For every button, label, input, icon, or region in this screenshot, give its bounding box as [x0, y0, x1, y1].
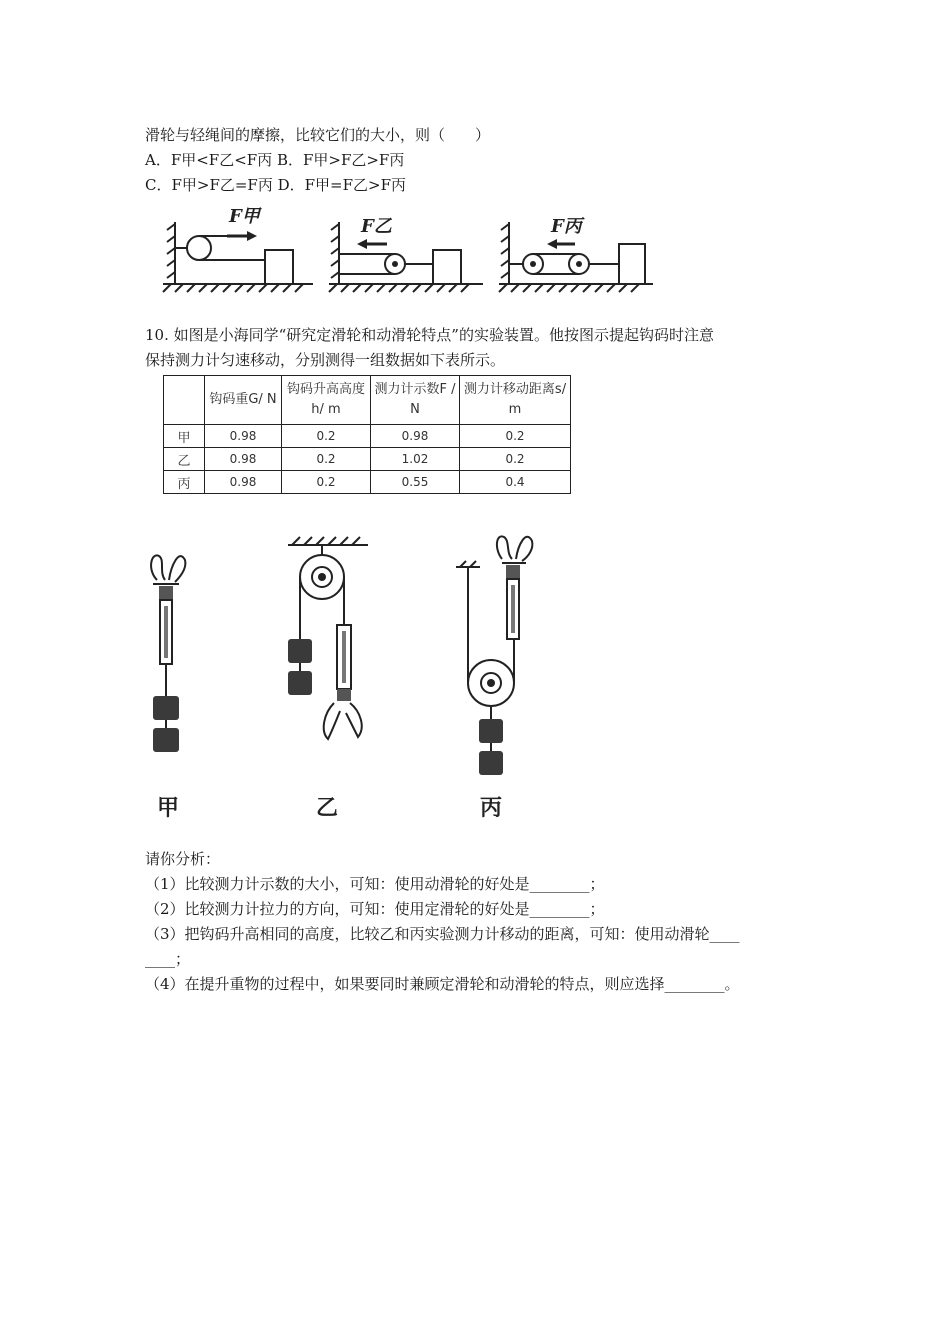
- q10-figure-jia: [135, 530, 205, 830]
- analysis-item-2: （2）比较测力计拉力的方向，可知：使用定滑轮的好处是________；: [145, 900, 605, 918]
- q9-stem-end: 滑轮与轻绳间的摩擦，比较它们的大小，则（ ）: [145, 126, 491, 144]
- f-yi-label: F乙: [361, 216, 392, 237]
- q10-figure-yi: [280, 535, 380, 830]
- q10-figure-bing: [450, 525, 560, 830]
- cell-height: 0.2: [282, 448, 371, 471]
- f-bing-label: F丙: [551, 216, 582, 237]
- cell-weight: 0.98: [205, 448, 282, 471]
- analysis-item-4: （4）在提升重物的过程中，如果要同时兼顾定滑轮和动滑轮的特点，则应选择________。: [145, 975, 740, 993]
- table-header-height: 钩码升高高度h/ m: [282, 376, 371, 425]
- cell-height: 0.2: [282, 471, 371, 494]
- q10-data-table: [163, 375, 571, 494]
- cell-force: 1.02: [371, 448, 460, 471]
- table-row: [164, 425, 571, 448]
- cell-height: 0.2: [282, 425, 371, 448]
- cell-weight: 0.98: [205, 471, 282, 494]
- cell-distance: 0.2: [460, 448, 571, 471]
- table-header-blank: [164, 376, 205, 425]
- analysis-title: 请你分析：: [145, 850, 221, 868]
- f-jia-label: F甲: [229, 206, 260, 227]
- cell-distance: 0.4: [460, 471, 571, 494]
- analysis-item-3-line2: ____；: [145, 950, 191, 968]
- cell-distance: 0.2: [460, 425, 571, 448]
- table-header-row: [164, 376, 571, 425]
- table-header-distance: 测力计移动距离s/ m: [460, 376, 571, 425]
- cell-weight: 0.98: [205, 425, 282, 448]
- row-label: 丙: [164, 471, 205, 494]
- fig-label-bing: 丙: [480, 796, 503, 821]
- row-label: 乙: [164, 448, 205, 471]
- q9-options-ab: A．F甲<F乙<F丙 B．F甲>F乙>F丙: [145, 151, 405, 169]
- q9-figure-yi: [325, 200, 485, 296]
- fig-label-jia: 甲: [157, 796, 180, 821]
- q9-figure-jia: [155, 200, 315, 296]
- table-header-weight: 钩码重G/ N: [205, 376, 282, 425]
- table-header-force: 测力计示数F / N: [371, 376, 460, 425]
- fig-label-yi: 乙: [316, 796, 339, 821]
- q9-options-cd: C．F甲>F乙=F丙 D．F甲=F乙>F丙: [145, 176, 406, 194]
- row-label: 甲: [164, 425, 205, 448]
- q10-intro-line2: 保持测力计匀速移动，分别测得一组数据如下表所示。: [145, 351, 506, 369]
- table-row: [164, 471, 571, 494]
- q10-intro-line1: 10. 如图是小海同学“研究定滑轮和动滑轮特点”的实验装置。他按图示提起钩码时注意: [145, 326, 714, 344]
- table-row: [164, 448, 571, 471]
- cell-force: 0.98: [371, 425, 460, 448]
- analysis-item-3-line1: （3）把钩码升高相同的高度，比较乙和丙实验测力计移动的距离，可知：使用动滑轮____: [145, 925, 740, 943]
- analysis-item-1: （1）比较测力计示数的大小，可知：使用动滑轮的好处是________；: [145, 875, 605, 893]
- q9-figure-bing: [495, 200, 655, 296]
- cell-force: 0.55: [371, 471, 460, 494]
